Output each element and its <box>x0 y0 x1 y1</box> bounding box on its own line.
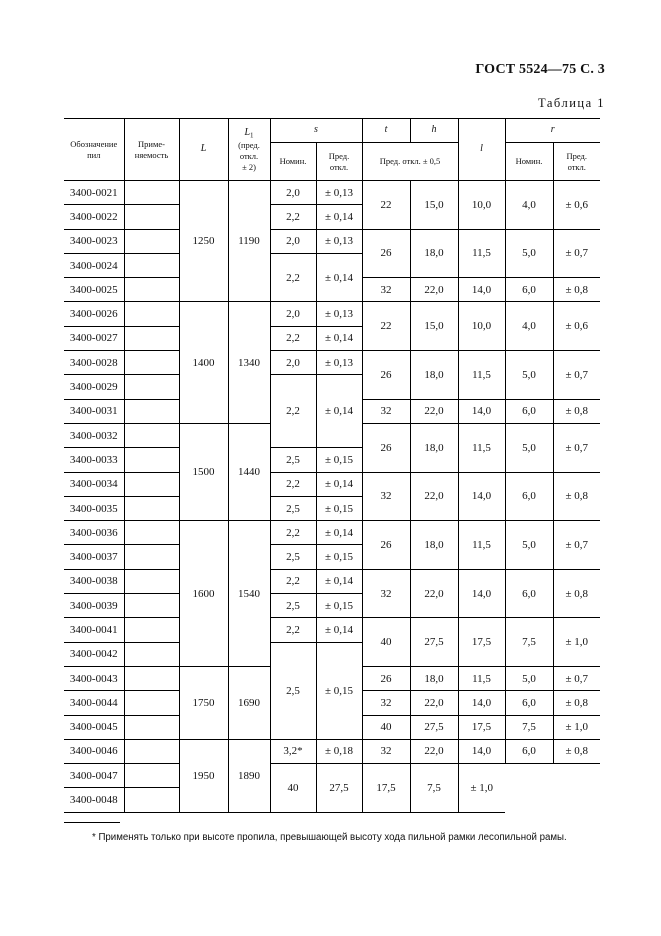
footnote-rule <box>64 822 120 823</box>
col-r: r <box>505 119 600 143</box>
r-pred-cell: ± 1,0 <box>553 715 600 739</box>
l-cell: 11,5 <box>458 351 505 400</box>
l-cell: 14,0 <box>458 399 505 423</box>
r-nom-cell: 6,0 <box>505 472 553 521</box>
r-pred-cell: ± 0,7 <box>553 229 600 278</box>
s-nom-cell: 2,5 <box>270 448 316 472</box>
r-pred-cell: ± 0,8 <box>553 399 600 423</box>
t-cell: 32 <box>362 691 410 715</box>
s-nom-cell: 3,2* <box>270 739 316 763</box>
r-nom-cell: 4,0 <box>505 181 553 230</box>
L1-cell: 1540 <box>228 521 270 667</box>
l-cell: 11,5 <box>458 666 505 690</box>
h-cell: 18,0 <box>410 423 458 472</box>
designation-cell: 3400-0044 <box>64 691 124 715</box>
applicability-cell <box>124 594 179 618</box>
applicability-cell <box>124 302 179 326</box>
s-nom-cell: 2,2 <box>270 521 316 545</box>
t-cell: 32 <box>362 399 410 423</box>
l-cell: 17,5 <box>458 715 505 739</box>
designation-cell: 3400-0042 <box>64 642 124 666</box>
col-h: h <box>410 119 458 143</box>
h-cell: 22,0 <box>410 278 458 302</box>
applicability-cell <box>124 205 179 229</box>
col-l: l <box>458 119 505 181</box>
applicability-cell <box>124 253 179 277</box>
applicability-cell <box>124 496 179 520</box>
t-cell: 22 <box>362 181 410 230</box>
h-cell: 15,0 <box>410 181 458 230</box>
L1-cell: 1440 <box>228 423 270 520</box>
h-cell: 18,0 <box>410 229 458 278</box>
t-cell: 26 <box>362 229 410 278</box>
designation-cell: 3400-0041 <box>64 618 124 642</box>
document-header: ГОСТ 5524—75 С. 3 <box>475 62 605 77</box>
table-row <box>64 351 600 375</box>
h-cell: 18,0 <box>410 666 458 690</box>
applicability-cell <box>124 666 179 690</box>
r-pred-cell: ± 0,8 <box>553 472 600 521</box>
col-L1-sub: 1 <box>250 131 254 140</box>
t-cell: 32 <box>362 569 410 618</box>
table-row <box>64 229 600 253</box>
s-nom-cell: 2,0 <box>270 181 316 205</box>
designation-cell: 3400-0043 <box>64 666 124 690</box>
applicability-cell <box>124 739 179 763</box>
L-cell: 1600 <box>179 521 228 667</box>
l-cell: 14,0 <box>458 739 505 763</box>
L-cell: 1250 <box>179 181 228 302</box>
r-pred-cell: ± 0,8 <box>553 691 600 715</box>
s-nom-cell: 2,2 <box>270 326 316 350</box>
L1-cell: 1890 <box>228 739 270 812</box>
col-designation: Обозначение пил <box>64 119 124 181</box>
designation-cell: 3400-0032 <box>64 423 124 447</box>
applicability-cell <box>124 788 179 812</box>
col-s-nom: Номин. <box>270 143 316 181</box>
h-cell: 15,0 <box>410 302 458 351</box>
table-row <box>64 302 600 326</box>
h-cell: 18,0 <box>410 521 458 570</box>
designation-cell: 3400-0036 <box>64 521 124 545</box>
s-pred-cell: ± 0,14 <box>316 205 362 229</box>
r-nom-cell: 5,0 <box>505 521 553 570</box>
designation-cell: 3400-0045 <box>64 715 124 739</box>
s-pred-cell: ± 0,18 <box>316 739 362 763</box>
col-applicability: Приме- няемость <box>124 119 179 181</box>
s-pred-cell: ± 0,15 <box>316 594 362 618</box>
s-pred-cell: ± 0,15 <box>316 448 362 472</box>
table-row <box>64 739 600 763</box>
s-nom-cell: 2,5 <box>270 642 316 739</box>
s-nom-cell: 2,2 <box>270 253 316 302</box>
r-pred-cell: ± 0,8 <box>553 278 600 302</box>
s-pred-cell: ± 0,15 <box>316 642 362 739</box>
r-nom-cell: 6,0 <box>505 399 553 423</box>
r-nom-cell: 7,5 <box>505 715 553 739</box>
s-pred-cell: ± 0,14 <box>316 618 362 642</box>
designation-cell: 3400-0047 <box>64 764 124 788</box>
col-th-pred: Пред. откл. ± 0,5 <box>362 143 458 181</box>
col-L1-note: (пред. откл. ± 2) <box>238 140 260 172</box>
t-cell: 40 <box>270 764 316 813</box>
r-pred-cell: ± 1,0 <box>553 618 600 667</box>
saw-dimensions-table <box>64 118 600 813</box>
t-cell: 32 <box>362 472 410 521</box>
l-cell: 14,0 <box>458 569 505 618</box>
applicability-cell <box>124 181 179 205</box>
applicability-cell <box>124 278 179 302</box>
table-row <box>64 472 600 496</box>
r-nom-cell: 6,0 <box>505 569 553 618</box>
r-nom-cell: 5,0 <box>505 423 553 472</box>
designation-cell: 3400-0048 <box>64 788 124 812</box>
L1-cell: 1690 <box>228 666 270 739</box>
s-nom-cell: 2,0 <box>270 302 316 326</box>
s-nom-cell: 2,2 <box>270 205 316 229</box>
r-pred-cell: ± 0,8 <box>553 739 600 763</box>
h-cell: 27,5 <box>410 715 458 739</box>
table-caption: Таблица 1 <box>538 96 605 110</box>
l-cell: 17,5 <box>458 618 505 667</box>
designation-cell: 3400-0037 <box>64 545 124 569</box>
s-pred-cell: ± 0,14 <box>316 521 362 545</box>
r-pred-cell: ± 0,8 <box>553 569 600 618</box>
s-nom-cell: 2,0 <box>270 229 316 253</box>
r-pred-cell: ± 0,7 <box>553 351 600 400</box>
applicability-cell <box>124 326 179 350</box>
l-cell: 11,5 <box>458 229 505 278</box>
applicability-cell <box>124 448 179 472</box>
t-cell: 26 <box>362 521 410 570</box>
s-nom-cell: 2,5 <box>270 545 316 569</box>
s-nom-cell: 2,5 <box>270 594 316 618</box>
s-pred-cell: ± 0,14 <box>316 253 362 302</box>
designation-cell: 3400-0038 <box>64 569 124 593</box>
applicability-cell <box>124 691 179 715</box>
h-cell: 22,0 <box>410 399 458 423</box>
applicability-cell <box>124 618 179 642</box>
designation-cell: 3400-0034 <box>64 472 124 496</box>
r-nom-cell: 7,5 <box>505 618 553 667</box>
r-nom-cell: 6,0 <box>505 691 553 715</box>
applicability-cell <box>124 642 179 666</box>
s-pred-cell: ± 0,13 <box>316 181 362 205</box>
footnote: * Применять только при высоте пропила, превышающей высоту хода пильной рамки лесопильной рамы. <box>92 832 567 843</box>
designation-cell: 3400-0029 <box>64 375 124 399</box>
r-nom-cell: 5,0 <box>505 351 553 400</box>
L-cell: 1500 <box>179 423 228 520</box>
designation-cell: 3400-0039 <box>64 594 124 618</box>
applicability-cell <box>124 521 179 545</box>
designation-cell: 3400-0026 <box>64 302 124 326</box>
l-cell: 17,5 <box>362 764 410 813</box>
table-row <box>64 764 600 788</box>
designation-cell: 3400-0035 <box>64 496 124 520</box>
designation-cell: 3400-0025 <box>64 278 124 302</box>
s-pred-cell: ± 0,14 <box>316 569 362 593</box>
s-pred-cell: ± 0,14 <box>316 375 362 448</box>
s-pred-cell: ± 0,13 <box>316 302 362 326</box>
applicability-cell <box>124 472 179 496</box>
designation-cell: 3400-0033 <box>64 448 124 472</box>
h-cell: 27,5 <box>410 618 458 667</box>
l-cell: 14,0 <box>458 691 505 715</box>
L1-cell: 1190 <box>228 181 270 302</box>
l-cell: 10,0 <box>458 181 505 230</box>
r-pred-cell: ± 1,0 <box>458 764 505 813</box>
table-row <box>64 618 600 642</box>
h-cell: 22,0 <box>410 739 458 763</box>
applicability-cell <box>124 229 179 253</box>
col-r-nom: Номин. <box>505 143 553 181</box>
applicability-cell <box>124 764 179 788</box>
applicability-cell <box>124 423 179 447</box>
r-pred-cell: ± 0,6 <box>553 181 600 230</box>
s-pred-cell: ± 0,15 <box>316 545 362 569</box>
r-nom-cell: 7,5 <box>410 764 458 813</box>
s-pred-cell: ± 0,15 <box>316 496 362 520</box>
table-body <box>64 181 600 813</box>
L-cell: 1400 <box>179 302 228 423</box>
L1-cell: 1340 <box>228 302 270 423</box>
table-row <box>64 569 600 593</box>
r-nom-cell: 6,0 <box>505 739 553 763</box>
l-cell: 10,0 <box>458 302 505 351</box>
t-cell: 40 <box>362 618 410 667</box>
col-s-pred: Пред. откл. <box>316 143 362 181</box>
l-cell: 14,0 <box>458 472 505 521</box>
designation-cell: 3400-0028 <box>64 351 124 375</box>
h-cell: 22,0 <box>410 691 458 715</box>
l-cell: 14,0 <box>458 278 505 302</box>
table-row <box>64 521 600 545</box>
s-pred-cell: ± 0,13 <box>316 229 362 253</box>
r-nom-cell: 5,0 <box>505 666 553 690</box>
t-cell: 40 <box>362 715 410 739</box>
table-row <box>64 181 600 205</box>
s-nom-cell: 2,2 <box>270 569 316 593</box>
L-cell: 1950 <box>179 739 228 812</box>
h-cell: 22,0 <box>410 472 458 521</box>
r-pred-cell: ± 0,7 <box>553 423 600 472</box>
s-pred-cell: ± 0,14 <box>316 326 362 350</box>
applicability-cell <box>124 375 179 399</box>
designation-cell: 3400-0046 <box>64 739 124 763</box>
l-cell: 11,5 <box>458 521 505 570</box>
col-s: s <box>270 119 362 143</box>
l-cell: 11,5 <box>458 423 505 472</box>
s-nom-cell: 2,5 <box>270 496 316 520</box>
col-L: L <box>179 119 228 181</box>
col-r-pred: Пред. откл. <box>553 143 600 181</box>
t-cell: 26 <box>362 423 410 472</box>
t-cell: 22 <box>362 302 410 351</box>
designation-cell: 3400-0023 <box>64 229 124 253</box>
r-nom-cell: 6,0 <box>505 278 553 302</box>
s-nom-cell: 2,0 <box>270 351 316 375</box>
h-cell: 22,0 <box>410 569 458 618</box>
t-cell: 32 <box>362 739 410 763</box>
s-pred-cell: ± 0,14 <box>316 472 362 496</box>
t-cell: 26 <box>362 666 410 690</box>
h-cell: 18,0 <box>410 351 458 400</box>
col-t: t <box>362 119 410 143</box>
designation-cell: 3400-0024 <box>64 253 124 277</box>
applicability-cell <box>124 715 179 739</box>
r-pred-cell: ± 0,7 <box>553 666 600 690</box>
applicability-cell <box>124 569 179 593</box>
r-nom-cell: 4,0 <box>505 302 553 351</box>
applicability-cell <box>124 545 179 569</box>
designation-cell: 3400-0031 <box>64 399 124 423</box>
applicability-cell <box>124 351 179 375</box>
h-cell: 27,5 <box>316 764 362 813</box>
r-pred-cell: ± 0,6 <box>553 302 600 351</box>
t-cell: 26 <box>362 351 410 400</box>
designation-cell: 3400-0021 <box>64 181 124 205</box>
applicability-cell <box>124 399 179 423</box>
r-pred-cell: ± 0,7 <box>553 521 600 570</box>
s-nom-cell: 2,2 <box>270 618 316 642</box>
s-pred-cell: ± 0,13 <box>316 351 362 375</box>
L-cell: 1750 <box>179 666 228 739</box>
r-nom-cell: 5,0 <box>505 229 553 278</box>
col-L1-name: L <box>244 126 251 138</box>
s-nom-cell: 2,2 <box>270 375 316 448</box>
s-nom-cell: 2,2 <box>270 472 316 496</box>
designation-cell: 3400-0022 <box>64 205 124 229</box>
t-cell: 32 <box>362 278 410 302</box>
col-L1 <box>228 119 270 181</box>
designation-cell: 3400-0027 <box>64 326 124 350</box>
